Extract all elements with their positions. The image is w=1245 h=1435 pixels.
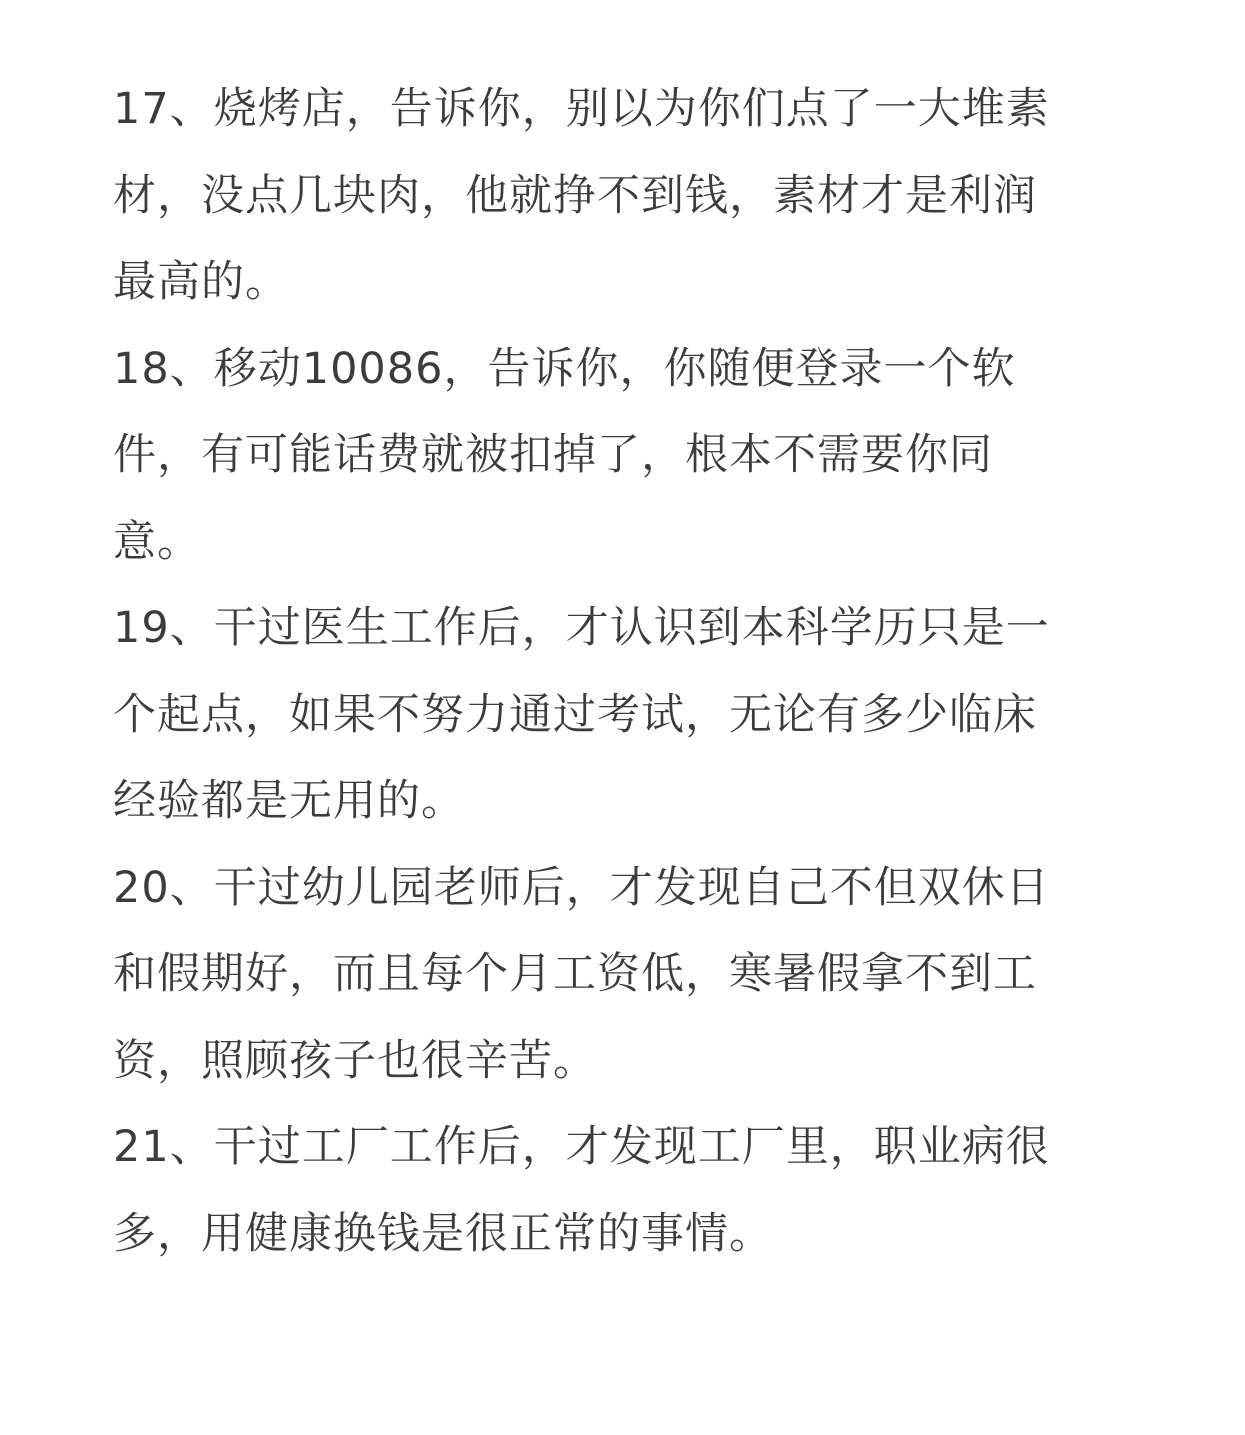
item-line: 20、干过幼儿园老师后，才发现自己不但双休日 [113,862,1050,913]
item-line: 个起点，如果不努力通过考试，无论有多少临床 [113,689,1037,740]
item-line: 最高的。 [113,257,289,307]
item-line: 21、干过工厂工作后，才发现工厂里，职业病很 [113,1122,1050,1172]
article-body [113,66,1113,1277]
item-17 [113,66,1113,326]
item-19 [113,585,1113,845]
item-line: 经验都是无用的。 [113,776,465,826]
item-20 [113,845,1113,1105]
item-line: 18、移动10086，告诉你，你随便登录一个软 [113,343,1016,394]
item-line: 件，有可能话费就被扣掉了，根本不需要你同 [113,430,993,480]
item-line: 17、烧烤店，告诉你，别以为你们点了一大堆素 [113,84,1050,134]
item-line: 19、干过医生工作后，才认识到本科学历只是一 [113,603,1050,653]
item-line: 材，没点几块肉，他就挣不到钱，素材才是利润 [113,170,1037,221]
item-21 [113,1104,1113,1277]
item-line: 资，照顾孩子也很辛苦。 [113,1035,597,1086]
item-line: 和假期好，而且每个月工资低，寒暑假拿不到工 [113,949,1037,999]
item-18 [113,326,1113,586]
item-line: 意。 [113,516,201,567]
item-line: 多，用健康换钱是很正常的事情。 [113,1208,773,1259]
